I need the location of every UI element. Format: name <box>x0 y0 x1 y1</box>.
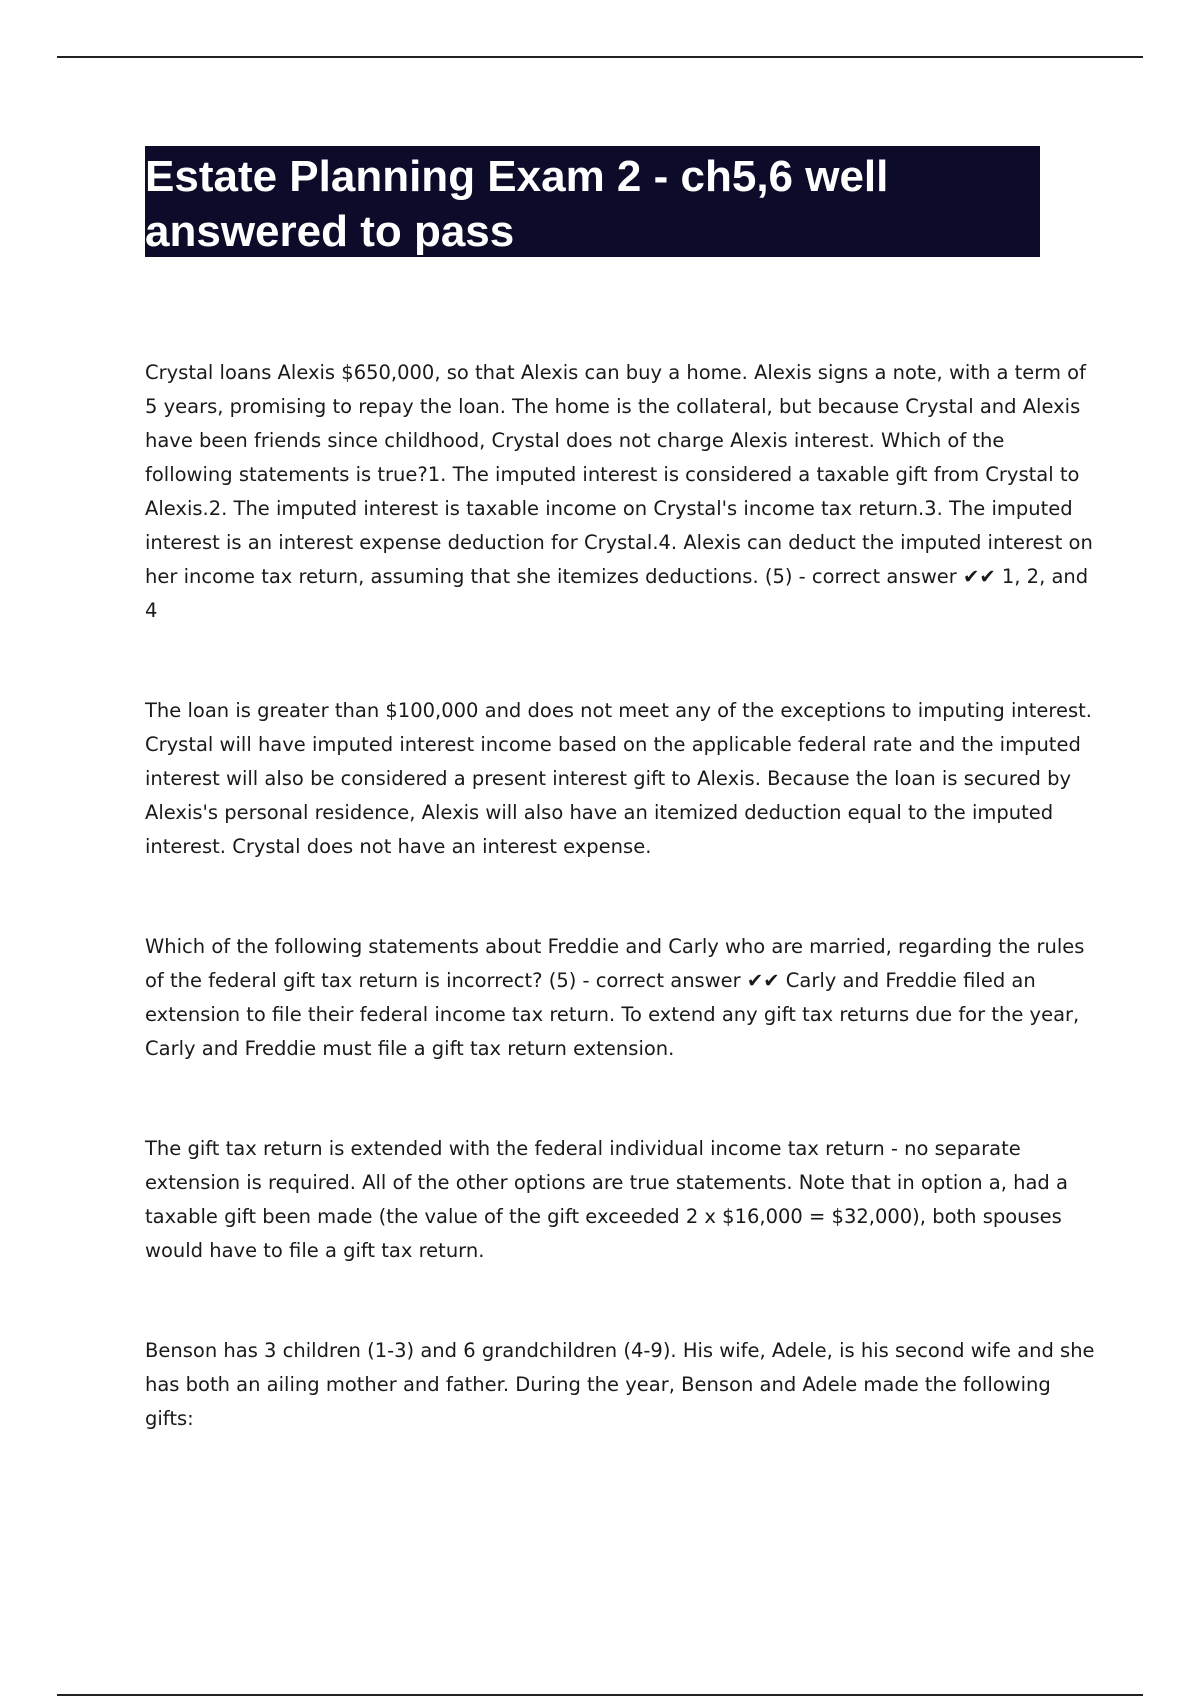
title-banner <box>145 146 1040 257</box>
top-rule <box>57 56 1143 58</box>
document-body <box>145 356 1095 1436</box>
paragraph-explanation-imputed-interest: The loan is greater than $100,000 and does not meet any of the exceptions to imputing interest. Crystal will have imputed interest income based on the applicable federal rate and the imputed interest will also be considered a present interest gift to Alexis. Because the loan is secured by Alexis's personal residence, Alexis will also have an itemized deduction equal to the imputed interest. Crystal does not have an interest expense. <box>145 699 1092 858</box>
paragraph-explanation-gift-tax-return: The gift tax return is extended with the federal individual income tax return - no separate extension is required. All of the other options are true statements. Note that in option a, had a taxable gift been made (the value of the gift exceeded 2 x $16,000 = $32,000), both spouses would have to file a gift tax return. <box>145 1137 1068 1262</box>
paragraph-question-gift-tax-return: Which of the following statements about Freddie and Carly who are married, regarding the rules of the federal gift tax return is incorrect? (5) - correct answer ✔✔ Carly and Freddie filed an extension to file their federal income tax return. To extend any gift tax returns due for the year, Carly and Freddie must file a gift tax return extension. <box>145 935 1085 1060</box>
paragraph-question-imputed-interest: Crystal loans Alexis $650,000, so that Alexis can buy a home. Alexis signs a note, with a term of 5 years, promising to repay the loan. The home is the collateral, but because Crystal and Alexis have been friends since childhood, Crystal does not charge Alexis interest. Which of the following statements is true?1. The imputed interest is considered a taxable gift from Crystal to Alexis.2. The imputed interest is taxable income on Crystal's income tax return.3. The imputed interest is an interest expense deduction for Crystal.4. Alexis can deduct the imputed interest on her income tax return, assuming that she itemizes deductions. (5) - correct answer ✔✔ 1, 2, and 4 <box>145 361 1093 622</box>
bottom-rule <box>57 1694 1143 1696</box>
paragraph-question-benson-gifts: Benson has 3 children (1-3) and 6 grandchildren (4-9). His wife, Adele, is his second wife and she has both an ailing mother and father. During the year, Benson and Adele made the following gifts: <box>145 1339 1095 1430</box>
document-title: Estate Planning Exam 2 - ch5,6 well answered to pass <box>145 152 889 256</box>
